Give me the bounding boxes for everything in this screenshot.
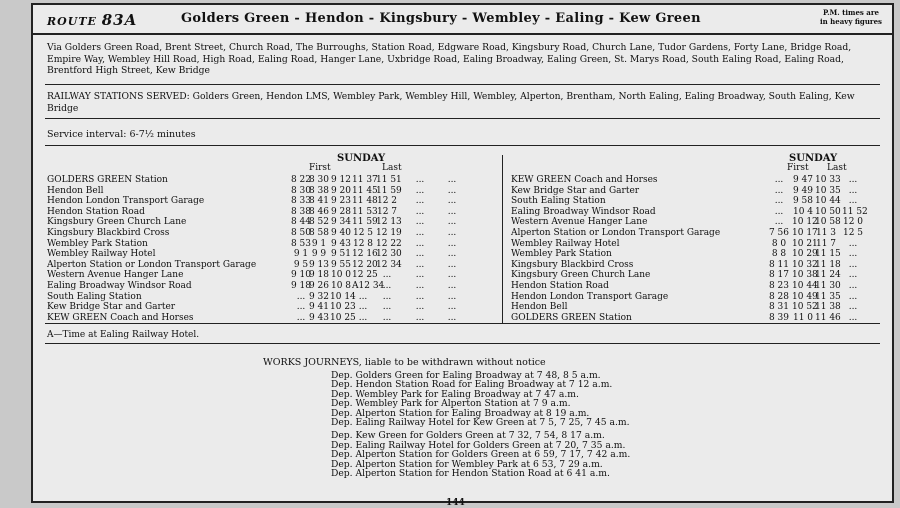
stop-name: South Ealing Station [511,196,606,207]
time-cell: ... [848,185,858,196]
time-cell: 9 43 [330,238,352,249]
time-cell: 11 48 [352,196,378,207]
works-journey-line: Dep. Alperton Station for Golders Green at 6 59, 7 17, 7 42 a.m. [331,449,631,461]
time-cell: ... [447,238,457,249]
time-cell: 8 52 [308,217,330,228]
time-cell: 8 39 [768,312,790,323]
divider [45,118,880,119]
time-cell: 10 49 [792,291,818,302]
time-cell: ... [358,291,368,302]
time-cell: 12 20 [352,259,378,270]
divider [45,145,880,146]
time-cell: ... [447,259,457,270]
time-cell: 7 56 [768,228,790,238]
time-cell: 8 50 [290,228,312,238]
time-cell: 9 13 [308,259,330,270]
time-cell: ... [415,302,425,313]
time-cell: ... [415,259,425,270]
stop-name: Wembley Park Station [47,238,148,249]
works-journeys [263,357,631,479]
time-cell: ... [447,281,457,291]
time-cell: ... [382,291,392,302]
time-cell: ... [848,259,858,270]
time-cell: ... [447,206,457,217]
time-cell: 10 23 [330,302,356,313]
stop-name: Western Avenue Hanger Lane [511,217,648,228]
stop-name: Alperton Station or London Transport Garage [47,259,257,270]
time-cell: ... [848,270,858,281]
time-cell: ... [415,270,425,281]
time-cell: 9 5 [293,259,309,270]
time-cell: 8 46 [308,206,330,217]
time-cell: 9 49 [792,185,814,196]
time-cell: 9 43 [308,312,330,323]
stop-name: Ealing Broadway Windsor Road [511,206,656,217]
time-cell: 11 59 [376,185,402,196]
stop-name: Kingsbury Green Church Lane [47,217,187,228]
service-interval: Service interval: 6-7½ minutes [47,129,196,140]
works-journey-line: Dep. Alperton Station for Hendon Station Road at 6 41 a.m. [331,468,610,479]
time-cell: 10 52 [792,302,818,313]
stop-name: Western Avenue Hanger Lane [47,270,184,281]
stop-name: GOLDERS GREEN Station [511,312,632,323]
stop-name: Wembley Railway Hotel [47,249,156,260]
works-journey-line: Dep. Ealing Railway Hotel for Golders Green at 7 20, 7 35 a.m. [331,439,626,451]
time-cell: 11 15 [815,249,841,260]
time-cell: ... [848,196,858,207]
time-cell: 8 30 [290,185,312,196]
time-cell: 8 53 [290,238,312,249]
time-cell: ... [296,312,306,323]
time-cell: 8 11 [768,259,790,270]
works-journey-line: Dep. Wembley Park for Alperton Station at 7 9 a.m. [331,398,571,410]
stop-name: Kew Bridge Star and Garter [511,185,640,196]
stop-name: Hendon Station Road [511,281,609,291]
time-cell: 9 32 [308,291,330,302]
time-cell: 9 41 [308,302,330,313]
stop-name: Kingsbury Green Church Lane [511,270,651,281]
time-cell: ... [415,228,425,238]
railway-stations: RAILWAY STATIONS SERVED: Golders Green, Hendon LMS, Wembley Park, Wembley Hill, Wembley, Alperton, Brentham, North Ealing, Ealing Broadway, South Ealing, Kew Bridge [47,91,855,114]
time-cell: ... [447,302,457,313]
stop-name: KEW GREEN Coach and Horses [47,312,194,323]
outbound-last: Last [382,163,402,173]
time-cell: 10 44 [815,196,841,207]
time-cell: ... [382,270,392,281]
time-cell: 9 12 [330,175,352,185]
time-cell: ... [382,281,392,291]
time-cell: 11 38 [815,302,841,313]
inbound-sunday: SUNDAY [789,153,838,164]
time-cell: 9 40 [330,228,352,238]
time-cell: 8 33 [290,196,312,207]
time-cell: 8 28 [768,291,790,302]
stop-name: Hendon London Transport Garage [47,196,205,207]
time-cell: A12 34 [352,281,385,291]
time-cell: 12 25 [352,270,378,281]
time-cell: ... [774,217,784,228]
time-cell: 8 58 [308,228,330,238]
stop-name: Hendon Bell [47,185,104,196]
time-cell: 8 8 [771,249,787,260]
time-cell: ... [415,206,425,217]
time-cell: ... [415,249,425,260]
route-title: Golders Green - Hendon - Kingsbury - Wembley - Ealing - Kew Green [181,11,701,26]
time-cell: ... [358,312,368,323]
stop-name: Kingsbury Blackbird Cross [511,259,634,270]
timetable-page [31,3,894,508]
stop-name: Kingsbury Blackbird Cross [47,228,170,238]
time-cell: 12 22 [376,238,402,249]
pm-note-line-2: in heavy figures [820,17,882,26]
time-cell: ... [415,196,425,207]
time-cell: ... [447,196,457,207]
time-cell: 8 23 [768,281,790,291]
time-cell: ... [848,312,858,323]
inbound-last: Last [827,163,847,173]
pm-note [820,8,882,26]
time-cell: ... [447,175,457,185]
time-cell: ... [415,175,425,185]
time-cell: 11 35 [815,291,841,302]
time-cell: 11 51 [376,175,402,185]
inbound-first: First [787,163,809,173]
stop-name: South Ealing Station [47,291,142,302]
time-cell: 11 59 [352,217,378,228]
works-journey-line: Dep. Hendon Station Road for Ealing Broadway at 7 12 a.m. [331,379,613,391]
time-cell: 12 8 [352,238,374,249]
time-cell: 10 32 [792,259,818,270]
stop-name: Wembley Railway Hotel [511,238,620,249]
time-cell: 9 18 [308,270,330,281]
works-journey-line: Dep. Alperton Station for Wembley Park at 6 53, 7 29 a.m. [331,458,603,470]
works-journey-line: Dep. Wembley Park for Ealing Broadway at 7 47 a.m. [331,388,579,400]
time-cell: ... [848,238,858,249]
time-cell: ... [447,185,457,196]
time-cell: 10 38 [792,270,818,281]
stop-name: Alperton Station or London Transport Garage [511,228,721,238]
time-cell: 9 34 [330,217,352,228]
time-cell: 9 58 [792,196,814,207]
time-cell: 10 4 [792,206,814,217]
time-cell: 10 33 [815,175,841,185]
time-cell: 10 35 [815,185,841,196]
time-cell: 9 26 [308,281,330,291]
time-cell: ... [415,185,425,196]
time-cell: 10 8 [330,281,352,291]
time-cell: ... [848,281,858,291]
time-cell: ... [848,175,858,185]
time-cell: 12 2 [376,196,398,207]
stop-name: Ealing Broadway Windsor Road [47,281,192,291]
divider [45,323,880,324]
time-cell: 9 18 [290,281,312,291]
time-cell: ... [774,196,784,207]
time-cell: ... [382,302,392,313]
column-divider [502,155,503,324]
works-journey-line: Dep. Golders Green for Ealing Broadway at 7 48, 8 5 a.m. [331,370,601,381]
time-cell: ... [447,312,457,323]
time-cell: 12 5 [352,228,374,238]
time-cell: 8 17 [768,270,790,281]
time-cell: 11 18 [815,259,841,270]
time-cell: 12 7 [376,206,398,217]
time-cell: ... [415,281,425,291]
time-cell: 10 25 [330,312,356,323]
time-cell: ... [358,302,368,313]
time-cell: 12 5 [842,228,864,238]
time-cell: 8 38 [308,185,330,196]
time-cell: 11 46 [815,312,841,323]
time-cell: ... [848,302,858,313]
time-cell: ... [774,185,784,196]
time-cell: 10 21 [792,238,818,249]
time-cell: 12 0 [842,217,864,228]
time-cell: ... [415,291,425,302]
time-cell: ... [774,206,784,217]
time-cell: 8 22 [290,175,312,185]
time-cell: 11 3 [815,228,837,238]
time-cell: 9 20 [330,185,352,196]
time-cell: 11 0 [792,312,814,323]
time-cell: 10 17 [792,228,818,238]
time-cell: ... [296,291,306,302]
footnote: A—Time at Ealing Railway Hotel. [47,330,200,340]
stop-name: Hendon London Transport Garage [511,291,669,302]
stop-name: Hendon Bell [511,302,568,313]
time-cell: ... [848,249,858,260]
time-cell: 9 51 [330,249,352,260]
time-cell: ... [447,228,457,238]
via-description: Via Golders Green Road, Brent Street, Church Road, The Burroughs, Station Road, Edgware Road, Kingsbury Road, Church Lane, Tudor Gardens, Forty Lane, Bridge Road, Empire Way, Wembley Hill Road, High Road, Ealing Road, Hanger Lane, Uxbridge Road, Ealing Broadway, Ealing Green, St. Marys Road, South Ealing Road, Ealing Road, Brentford High Street, Kew Bridge [47,42,852,76]
time-cell: 12 16 [352,249,378,260]
time-cell: 12 34 [376,259,402,270]
time-cell: 11 53 [352,206,378,217]
time-cell: 9 55 [330,259,352,270]
outbound-sunday: SUNDAY [337,153,386,164]
time-cell: 8 41 [308,196,330,207]
route-header [33,5,892,35]
stop-name: Wembley Park Station [511,249,612,260]
page-number: 144 [446,498,465,508]
time-cell: 10 58 [815,217,841,228]
time-cell: 10 44 [792,281,818,291]
route-number [47,11,137,29]
pm-note-line-1: P.M. times are [823,8,879,17]
time-cell: ... [848,291,858,302]
time-cell: 10 14 [330,291,356,302]
time-cell: 10 50 [815,206,841,217]
time-cell: 12 19 [376,228,402,238]
route-number-value: 83A [101,11,138,29]
route-label: ROUTE [47,15,97,28]
divider [45,84,880,85]
outbound-first: First [309,163,331,173]
time-cell: 9 10 [290,270,312,281]
time-cell: 11 30 [815,281,841,291]
time-cell: ... [447,291,457,302]
time-cell: 11 52 [842,206,868,217]
time-cell: ... [447,217,457,228]
time-cell: 12 13 [376,217,402,228]
works-title: WORKS JOURNEYS, liable to be withdrawn without notice [263,357,546,368]
time-cell: 10 29 [792,249,818,260]
works-journey-line: Dep. Ealing Railway Hotel for Kew Green at 7 5, 7 25, 7 45 a.m. [331,417,630,428]
stop-name: Hendon Station Road [47,206,145,217]
time-cell: 11 24 [815,270,841,281]
time-cell: ... [415,238,425,249]
time-cell: ... [447,270,457,281]
time-cell: 9 1 [293,249,309,260]
works-journey-line: Dep. Alperton Station for Ealing Broadway at 8 19 a.m. [331,407,590,419]
time-cell: 8 38 [290,206,312,217]
time-cell: ... [296,302,306,313]
time-cell: 11 37 [352,175,378,185]
time-cell: 9 9 [311,249,327,260]
time-cell: 11 45 [352,185,378,196]
stop-name: KEW GREEN Coach and Horses [511,175,658,185]
time-cell: 8 30 [308,175,330,185]
time-cell: ... [447,249,457,260]
time-cell: 9 28 [330,206,352,217]
time-cell: 8 0 [771,238,787,249]
divider [45,343,880,344]
time-cell: 10 0 [330,270,352,281]
time-cell: ... [774,175,784,185]
time-cell: ... [382,312,392,323]
time-cell: 9 47 [792,175,814,185]
time-cell: 10 12 [792,217,818,228]
time-cell: ... [415,312,425,323]
works-journey-line: Dep. Kew Green for Golders Green at 7 32, 7 54, 8 17 a.m. [331,430,605,442]
time-cell: 8 44 [290,217,312,228]
time-cell: 11 7 [815,238,837,249]
stop-name: Kew Bridge Star and Garter [47,302,176,313]
time-cell: 8 31 [768,302,790,313]
time-cell: 9 1 [311,238,327,249]
time-cell: 12 30 [376,249,402,260]
time-cell: 9 23 [330,196,352,207]
time-cell: ... [415,217,425,228]
stop-name: GOLDERS GREEN Station [47,175,168,185]
